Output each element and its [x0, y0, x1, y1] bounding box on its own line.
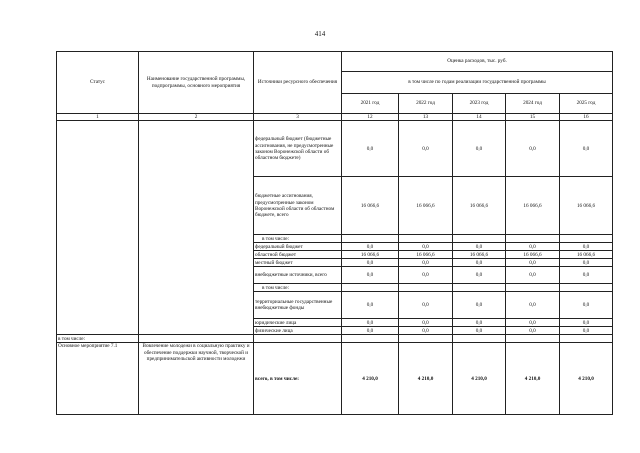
value-cell: [399, 235, 453, 243]
table-row: [57, 121, 613, 177]
value-cell: 0,0: [342, 319, 399, 327]
value-cell: 16 066,6: [342, 251, 399, 259]
value-cell: 0,0: [342, 121, 399, 177]
value-cell: [399, 284, 453, 292]
value-cell: 0,0: [342, 327, 399, 335]
column-number: 12: [342, 114, 399, 121]
value-cell: [453, 235, 506, 243]
header-status: Статус: [57, 52, 139, 114]
value-cell: [506, 284, 560, 292]
measure-row: [57, 343, 613, 415]
value-cell: 0,0: [399, 121, 453, 177]
source-cell: физические лица: [254, 327, 342, 335]
year-header: 2024 год: [506, 94, 560, 114]
year-header: 2021 год: [342, 94, 399, 114]
value-cell: 16 066,6: [560, 251, 613, 259]
source-cell: областной бюджет: [254, 251, 342, 259]
value-cell: 0,0: [399, 319, 453, 327]
column-number: 13: [399, 114, 453, 121]
value-cell: 0,0: [453, 292, 506, 319]
page-number: 414: [314, 30, 326, 38]
resource-table: [56, 51, 613, 415]
value-cell: 0,0: [399, 327, 453, 335]
value-cell: 0,0: [453, 319, 506, 327]
value-cell: [560, 235, 613, 243]
year-header: 2023 год: [453, 94, 506, 114]
measure-value: 4 210,0: [399, 343, 453, 415]
value-cell: [560, 284, 613, 292]
value-cell: 0,0: [453, 327, 506, 335]
measure-value: 4 210,0: [453, 343, 506, 415]
value-cell: 0,0: [342, 292, 399, 319]
program-name-cell: [139, 121, 254, 335]
value-cell: 16 066,6: [399, 251, 453, 259]
in-that-number-row: [57, 335, 613, 343]
status-cell: [57, 121, 139, 335]
value-cell: 0,0: [342, 267, 399, 284]
column-numbers-row: [57, 114, 613, 121]
value-cell: 0,0: [453, 267, 506, 284]
value-cell: [453, 284, 506, 292]
year-header: 2022 год: [399, 94, 453, 114]
value-cell: 0,0: [560, 121, 613, 177]
value-cell: 0,0: [560, 259, 613, 267]
source-cell: в том числе:: [254, 235, 342, 243]
header-row-1: [57, 52, 613, 72]
value-cell: 0,0: [399, 267, 453, 284]
value-cell: 0,0: [506, 292, 560, 319]
value-cell: [342, 235, 399, 243]
value-cell: 16 066,6: [506, 251, 560, 259]
header-by-years: в том числе по годам реализации государственной программы: [342, 72, 613, 94]
value-cell: [506, 235, 560, 243]
source-cell: федеральный бюджет (бюджетные ассигнования, не предусмотренные законом Воронежской области об областном бюджете): [254, 121, 342, 177]
measure-value: 4 210,0: [506, 343, 560, 415]
column-number: 15: [506, 114, 560, 121]
header-estimate: Оценка расходов, тыс. руб.: [342, 52, 613, 72]
value-cell: 16 066,6: [342, 177, 399, 235]
column-number: 3: [254, 114, 342, 121]
value-cell: 0,0: [342, 259, 399, 267]
measure-source: всего, в том числе:: [254, 343, 342, 415]
measure-value: 4 210,0: [342, 343, 399, 415]
measure-value: 4 210,0: [560, 343, 613, 415]
value-cell: 0,0: [399, 243, 453, 251]
header-sources: Источники ресурсного обеспечения: [254, 52, 342, 114]
value-cell: 16 066,6: [453, 177, 506, 235]
value-cell: 0,0: [453, 259, 506, 267]
column-number: 1: [57, 114, 139, 121]
value-cell: 0,0: [560, 243, 613, 251]
value-cell: 0,0: [342, 243, 399, 251]
value-cell: 16 066,6: [399, 177, 453, 235]
value-cell: 16 066,6: [453, 251, 506, 259]
column-number: 2: [139, 114, 254, 121]
source-cell: федеральный бюджет: [254, 243, 342, 251]
header-program-name: Наименование государственной программы, подпрограммы, основного мероприятия: [139, 52, 254, 114]
source-cell: в том числе:: [254, 284, 342, 292]
source-cell: бюджетные ассигнования, предусмотренные законом Воронежской области об областном бюджете, всего: [254, 177, 342, 235]
value-cell: 0,0: [453, 121, 506, 177]
value-cell: 0,0: [506, 121, 560, 177]
value-cell: 0,0: [560, 319, 613, 327]
measure-status: Основное мероприятие 7.1: [57, 343, 139, 415]
value-cell: 0,0: [506, 259, 560, 267]
column-number: 14: [453, 114, 506, 121]
column-number: 16: [560, 114, 613, 121]
year-header: 2025 год: [560, 94, 613, 114]
value-cell: 0,0: [560, 292, 613, 319]
value-cell: 16 066,6: [506, 177, 560, 235]
measure-name: Вовлечение молодежи в социальную практику и обеспечение поддержки научной, творческой и предпринимательской активности молодежи: [139, 343, 254, 415]
value-cell: 0,0: [560, 267, 613, 284]
source-cell: территориальные государственные внебюджетные фонды: [254, 292, 342, 319]
source-cell: внебюджетные источники, всего: [254, 267, 342, 284]
in-that-number-label: в том числе:: [57, 335, 139, 343]
value-cell: 0,0: [506, 267, 560, 284]
value-cell: 16 066,6: [560, 177, 613, 235]
value-cell: [342, 284, 399, 292]
value-cell: 0,0: [453, 243, 506, 251]
value-cell: 0,0: [506, 327, 560, 335]
value-cell: 0,0: [399, 292, 453, 319]
value-cell: 0,0: [560, 327, 613, 335]
source-cell: местный бюджет: [254, 259, 342, 267]
value-cell: 0,0: [506, 319, 560, 327]
value-cell: 0,0: [506, 243, 560, 251]
value-cell: 0,0: [399, 259, 453, 267]
source-cell: юридические лица: [254, 319, 342, 327]
